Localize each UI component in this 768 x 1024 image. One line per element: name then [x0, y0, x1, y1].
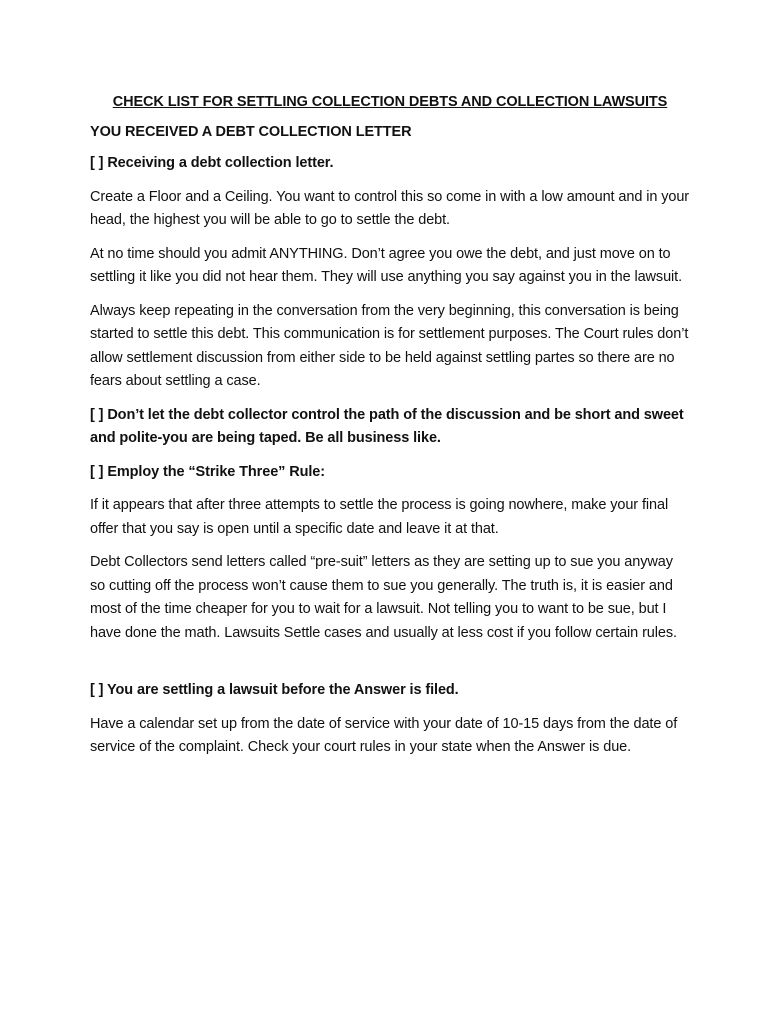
section-heading: YOU RECEIVED A DEBT COLLECTION LETTER — [90, 124, 412, 140]
paragraph-floor-ceiling: Create a Floor and a Ceiling. You want to control this so come in with a low amount and in your head, the highest you will be able to go to settle the debt. — [90, 188, 690, 228]
checklist-item-receiving-letter: [ ] Receiving a debt collection letter. — [90, 155, 334, 171]
paragraph-calendar-setup: Have a calendar set up from the date of service with your date of 10-15 days from the date of service of the complaint. Check your court rules in your state when the Answer is due. — [90, 715, 678, 755]
paragraph-settlement-purposes: Always keep repeating in the conversation from the very beginning, this conversation is being started to settle this debt. This communication is for settlement purposes. The Court rules don’t allow settlement discussion from either side to be held against settling partes so there are no fears about settling a case. — [90, 302, 689, 389]
paragraph-admit-nothing: At no time should you admit ANYTHING. Don’t agree you owe the debt, and just move on to settling it like you did not hear them. They will use anything you say against you in the lawsuit. — [90, 245, 683, 285]
section-spacer — [90, 655, 690, 679]
checklist-item-strike-three: [ ] Employ the “Strike Three” Rule: — [90, 463, 325, 480]
checklist-item-before-answer: [ ] You are settling a lawsuit before the Answer is filed. — [90, 682, 459, 698]
document-page — [90, 94, 690, 770]
paragraph-pre-suit-letters: Debt Collectors send letters called “pre-suit” letters as they are setting up to sue you anyway so cutting off the process won’t cause them to sue you generally. The truth is, it is easier and most of the time cheaper for you to wait for a lawsuit. Not telling you to want to be sue, but I have done the math. Lawsuits Settle cases and usually at less cost if you follow certain rules. — [90, 554, 677, 641]
document-title: CHECK LIST FOR SETTLING COLLECTION DEBTS AND COLLECTION LAWSUITS — [112, 94, 668, 110]
checklist-item-control-discussion: [ ] Don’t let the debt collector control the path of the discussion and be short and sweet and polite-you are being taped. Be all business like. — [90, 406, 684, 446]
paragraph-final-offer: If it appears that after three attempts to settle the process is going nowhere, make your final offer that you say is open until a specific date and leave it at that. — [90, 497, 669, 537]
